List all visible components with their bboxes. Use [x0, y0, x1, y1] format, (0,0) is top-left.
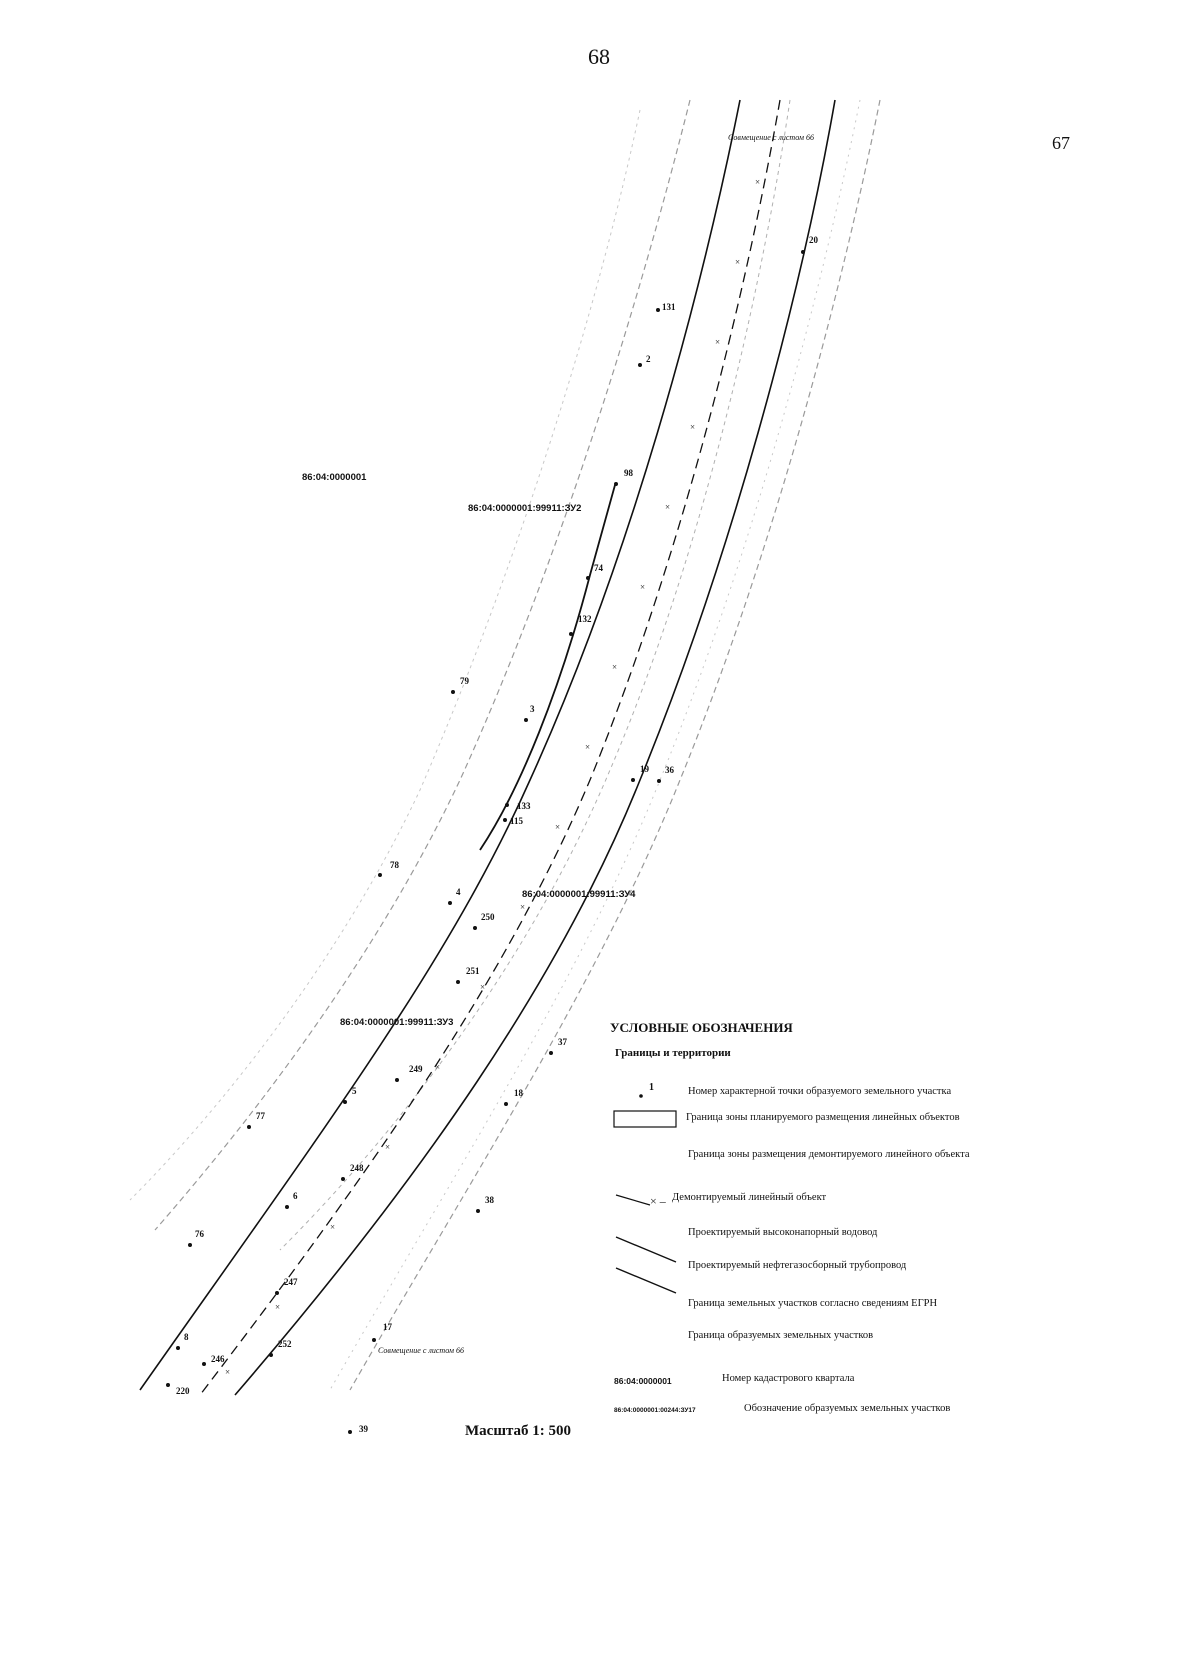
legend-title: УСЛОВНЫЕ ОБОЗНАЧЕНИЯ: [610, 1020, 793, 1035]
point-label: 250: [481, 912, 495, 922]
parcel-boundary-mid: [280, 100, 790, 1250]
point-label: 2: [646, 354, 651, 364]
legend-sample-point: 1: [649, 1082, 654, 1093]
svg-text:×: ×: [585, 742, 591, 752]
svg-text:×: ×: [612, 662, 618, 672]
point-label: 248: [350, 1163, 364, 1173]
point-label: 115: [510, 816, 524, 826]
point-label: 220: [176, 1386, 190, 1396]
legend-subtitle: Границы и территории: [615, 1047, 731, 1059]
point-label: 6: [293, 1191, 298, 1201]
point-label: 246: [211, 1354, 225, 1364]
point-label: 131: [662, 302, 676, 312]
sheet-join-note-top: Совмещение с листом 66: [728, 133, 814, 142]
svg-text:×: ×: [225, 1367, 231, 1377]
point-label: 251: [466, 966, 480, 976]
point-label: 249: [409, 1064, 423, 1074]
legend-x-symbol: × –: [650, 1194, 666, 1208]
adjacent-sheet-number: 67: [1052, 133, 1070, 153]
point-label: 79: [460, 676, 469, 686]
legend-item-water-pipeline: Проектируемый высоконапорный водовод: [688, 1227, 878, 1238]
svg-text:×: ×: [520, 902, 526, 912]
legend-sample-quarter: 86:04:0000001: [614, 1376, 672, 1386]
svg-text:×: ×: [385, 1142, 391, 1152]
map-scale: Масштаб 1: 500: [465, 1423, 572, 1439]
point-label: 133: [517, 801, 531, 811]
point-label: 20: [809, 235, 818, 245]
point-label: 36: [665, 765, 674, 775]
svg-text:×: ×: [755, 177, 761, 187]
point-label: 74: [594, 563, 603, 573]
point-label: 3: [530, 704, 535, 714]
legend-item-parcel-designation: Обозначение образуемых земельных участков: [744, 1403, 951, 1414]
point-label: 77: [256, 1111, 265, 1121]
cadastral-quarter-label: 86:04:0000001: [302, 472, 367, 483]
parcel-label-zu3: 86:04:0000001:99911:ЗУ3: [340, 1017, 454, 1028]
characteristic-points: [166, 235, 819, 1434]
legend-item-planned-zone: Граница зоны планируемого размещения линейных объектов: [686, 1112, 960, 1123]
legend-item-egrn-boundary: Граница земельных участков согласно сведениям ЕГРН: [688, 1298, 938, 1309]
svg-text:×: ×: [275, 1302, 281, 1312]
point-label: 4: [456, 887, 461, 897]
point-label: 18: [514, 1088, 523, 1098]
planned-zone-boundary-right: [235, 100, 835, 1395]
point-label: 78: [390, 860, 399, 870]
legend-item-demolition-zone: Граница зоны размещения демонтируемого линейного объекта: [688, 1149, 970, 1160]
point-label: 37: [558, 1037, 567, 1047]
parcel-boundary-right: [350, 100, 880, 1390]
point-label: 5: [352, 1086, 357, 1096]
svg-text:×: ×: [435, 1062, 441, 1072]
legend-item-demolished-object: Демонтируемый линейный объект: [672, 1192, 827, 1203]
svg-text:×: ×: [640, 582, 646, 592]
svg-text:×: ×: [735, 257, 741, 267]
point-label: 8: [184, 1332, 189, 1342]
legend-item-quarter-number: Номер кадастрового квартала: [722, 1373, 855, 1384]
point-label: 98: [624, 468, 633, 478]
point-label: 38: [485, 1195, 494, 1205]
svg-text:×: ×: [665, 502, 671, 512]
point-label: 247: [284, 1277, 298, 1287]
point-label: 76: [195, 1229, 204, 1239]
legend-item-new-parcel-boundary: Граница образуемых земельных участков: [688, 1330, 874, 1341]
legend-item-oil-gas-pipeline: Проектируемый нефтегазосборный трубопровод: [688, 1260, 907, 1271]
point-label: 132: [578, 614, 592, 624]
point-label: 39: [359, 1424, 368, 1434]
sheet-join-note-bottom: Совмещение с листом 66: [378, 1346, 464, 1355]
svg-text:×: ×: [555, 822, 561, 832]
legend-symbols: [614, 1094, 676, 1293]
point-label: 17: [383, 1322, 392, 1332]
page-number: 68: [588, 44, 610, 69]
svg-text:×: ×: [715, 337, 721, 347]
legend-item-point-number: Номер характерной точки образуемого земельного участка: [688, 1086, 952, 1097]
svg-text:×: ×: [330, 1222, 336, 1232]
legend-sample-parcel: 86:04:0000001:00244:ЗУ17: [614, 1407, 696, 1414]
parcel-label-zu4: 86:04:0000001:99911:ЗУ4: [522, 889, 636, 900]
point-label: 252: [278, 1339, 292, 1349]
svg-text:×: ×: [480, 982, 486, 992]
parcel-zu2-boundary: [480, 485, 618, 850]
svg-text:×: ×: [690, 422, 696, 432]
planned-zone-boundary-left: [140, 100, 740, 1390]
point-label: 19: [640, 764, 649, 774]
parcel-label-zu2: 86:04:0000001:99911:ЗУ2: [468, 503, 582, 514]
demolition-zone-boundary-left: [155, 100, 690, 1230]
